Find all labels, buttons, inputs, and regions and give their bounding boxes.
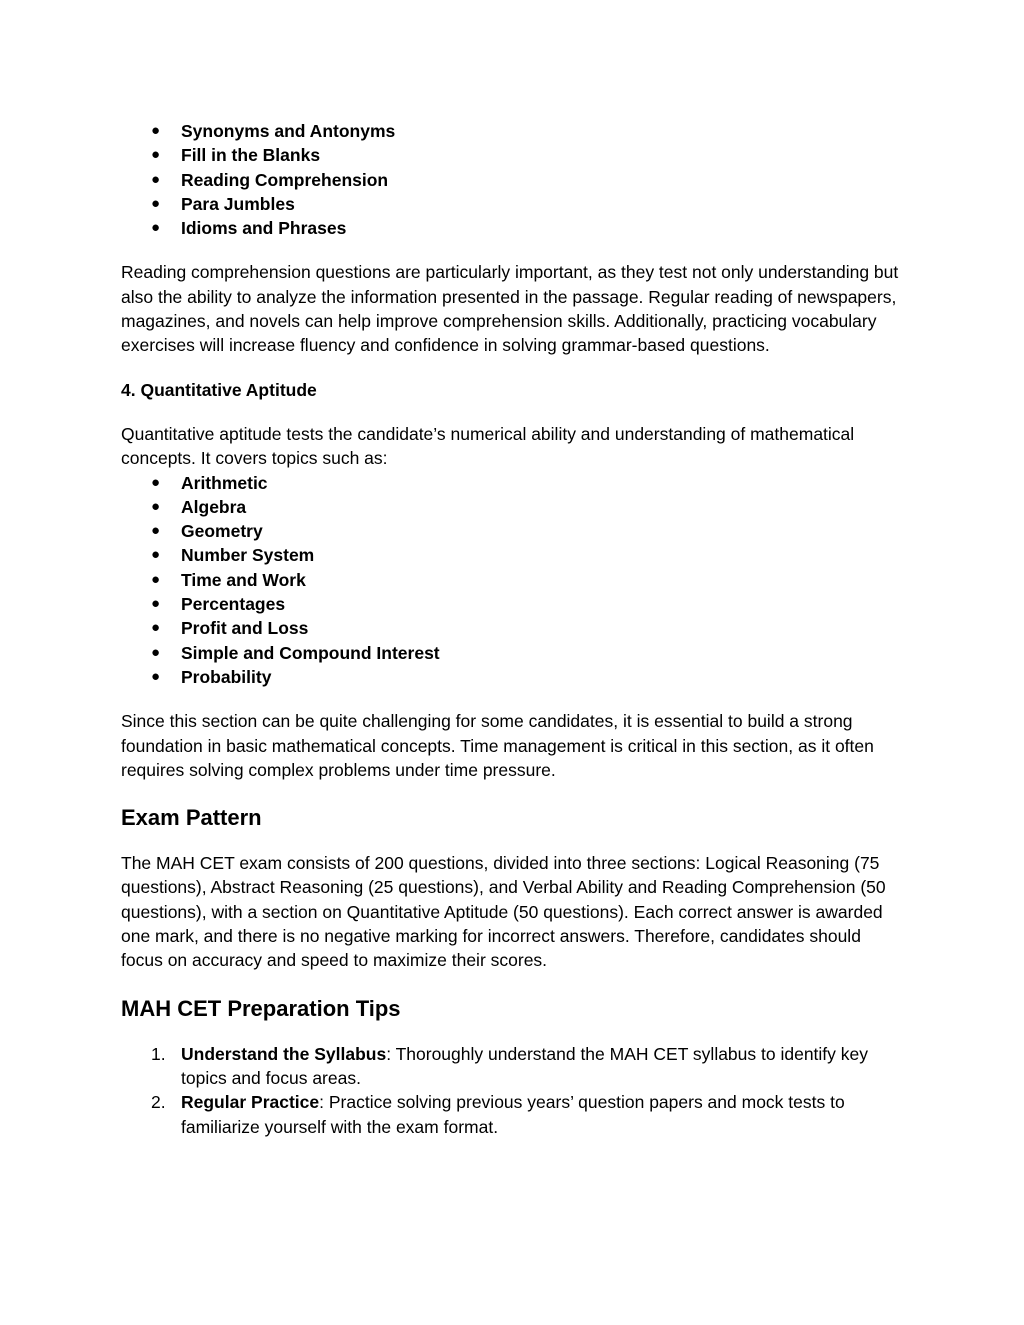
bullet-icon: ● [151,170,161,188]
quantitative-closing-paragraph: Since this section can be quite challenging for some candidates, it is essential to build a strong foundation in basic mathematical concepts. Time management is critical in this section, as it often requires solving complex problems under time pressure. [121,711,874,780]
exam-pattern-paragraph: The MAH CET exam consists of 200 questions, divided into three sections: Logical Reasoning (75 questions), Abstract Reasoning (25 questions), and Verbal Ability and Reading Comprehension (50 questions), with a section on Quantitative Aptitude (50 questions). Each correct answer is awarded one mark, and there is no negative marking for incorrect answers. Therefore, candidates should focus on accuracy and speed to maximize their scores. [121,853,886,971]
bullet-icon: ● [151,146,161,164]
list-item-text: Idioms and Phrases [181,218,347,239]
list-item-text: Synonyms and Antonyms [181,121,396,141]
list-item-text: Number System [181,545,315,566]
list-item [121,495,904,519]
list-item-text: Fill in the Blanks [181,145,321,166]
verbal-topics-list [121,119,904,240]
list-item [121,192,904,216]
list-item [121,616,904,640]
exam-pattern-heading: Exam Pattern [121,805,262,831]
bullet-icon: ● [151,473,161,491]
list-number: 1. [151,1043,166,1064]
tip-title: Regular Practice [181,1092,320,1113]
bullet-icon: ● [151,522,161,540]
list-item-text: Geometry [181,521,263,542]
bullet-icon: ● [151,643,161,661]
bullet-icon: ● [151,219,161,237]
bullet-icon: ● [151,497,161,515]
preparation-tips-list [121,1042,904,1139]
bullet-icon: ● [151,546,161,564]
bullet-icon: ● [151,595,161,613]
quantitative-topics-list [121,471,904,690]
bullet-icon: ● [151,570,161,588]
list-item [121,519,904,543]
reading-comprehension-paragraph: Reading comprehension questions are particularly important, as they test not only understanding but also the ability to analyze the information presented in the passage. Regular reading of newspapers, magazines, and novels can help improve comprehension skills. Additionally, practicing vocabulary exercises will increase fluency and confidence in solving grammar-based questions. [121,262,899,356]
tip-title: Understand the Syllabus [181,1043,387,1064]
list-item [121,1090,904,1139]
list-item [121,1042,904,1091]
list-item-text: Percentages [181,594,286,615]
list-item-text: Algebra [181,496,247,517]
list-item-text: Para Jumbles [181,193,295,214]
list-item-text: Profit and Loss [181,618,309,639]
list-item-text: Probability [181,666,272,687]
list-item [121,665,904,689]
quantitative-intro-paragraph: Quantitative aptitude tests the candidate’s numerical ability and understanding of mathematical concepts. It covers topics such as: [121,423,855,469]
quantitative-aptitude-heading: 4. Quantitative Aptitude [121,379,317,400]
list-item-text: Time and Work [181,569,306,590]
list-item [121,119,904,143]
tip-text: : Practice solving previous years’ question papers and mock tests to familiarize yourself with the exam format. [181,1092,845,1137]
preparation-tips-heading: MAH CET Preparation Tips [121,995,401,1021]
list-item [121,471,904,495]
bullet-icon: ● [151,619,161,637]
bullet-icon: ● [151,194,161,212]
list-number: 2. [151,1092,166,1113]
bullet-icon: ● [151,122,161,139]
list-item [121,568,904,592]
list-item [121,216,904,240]
list-item [121,143,904,167]
list-item-text: Arithmetic [181,472,268,493]
list-item [121,168,904,192]
list-item-text: Reading Comprehension [181,169,389,190]
list-item-text: Simple and Compound Interest [181,642,440,663]
bullet-icon: ● [151,667,161,685]
tip-text: : Thoroughly understand the MAH CET syllabus to identify key topics and focus areas. [181,1043,869,1088]
list-item [121,543,904,567]
list-item [121,641,904,665]
list-item [121,592,904,616]
